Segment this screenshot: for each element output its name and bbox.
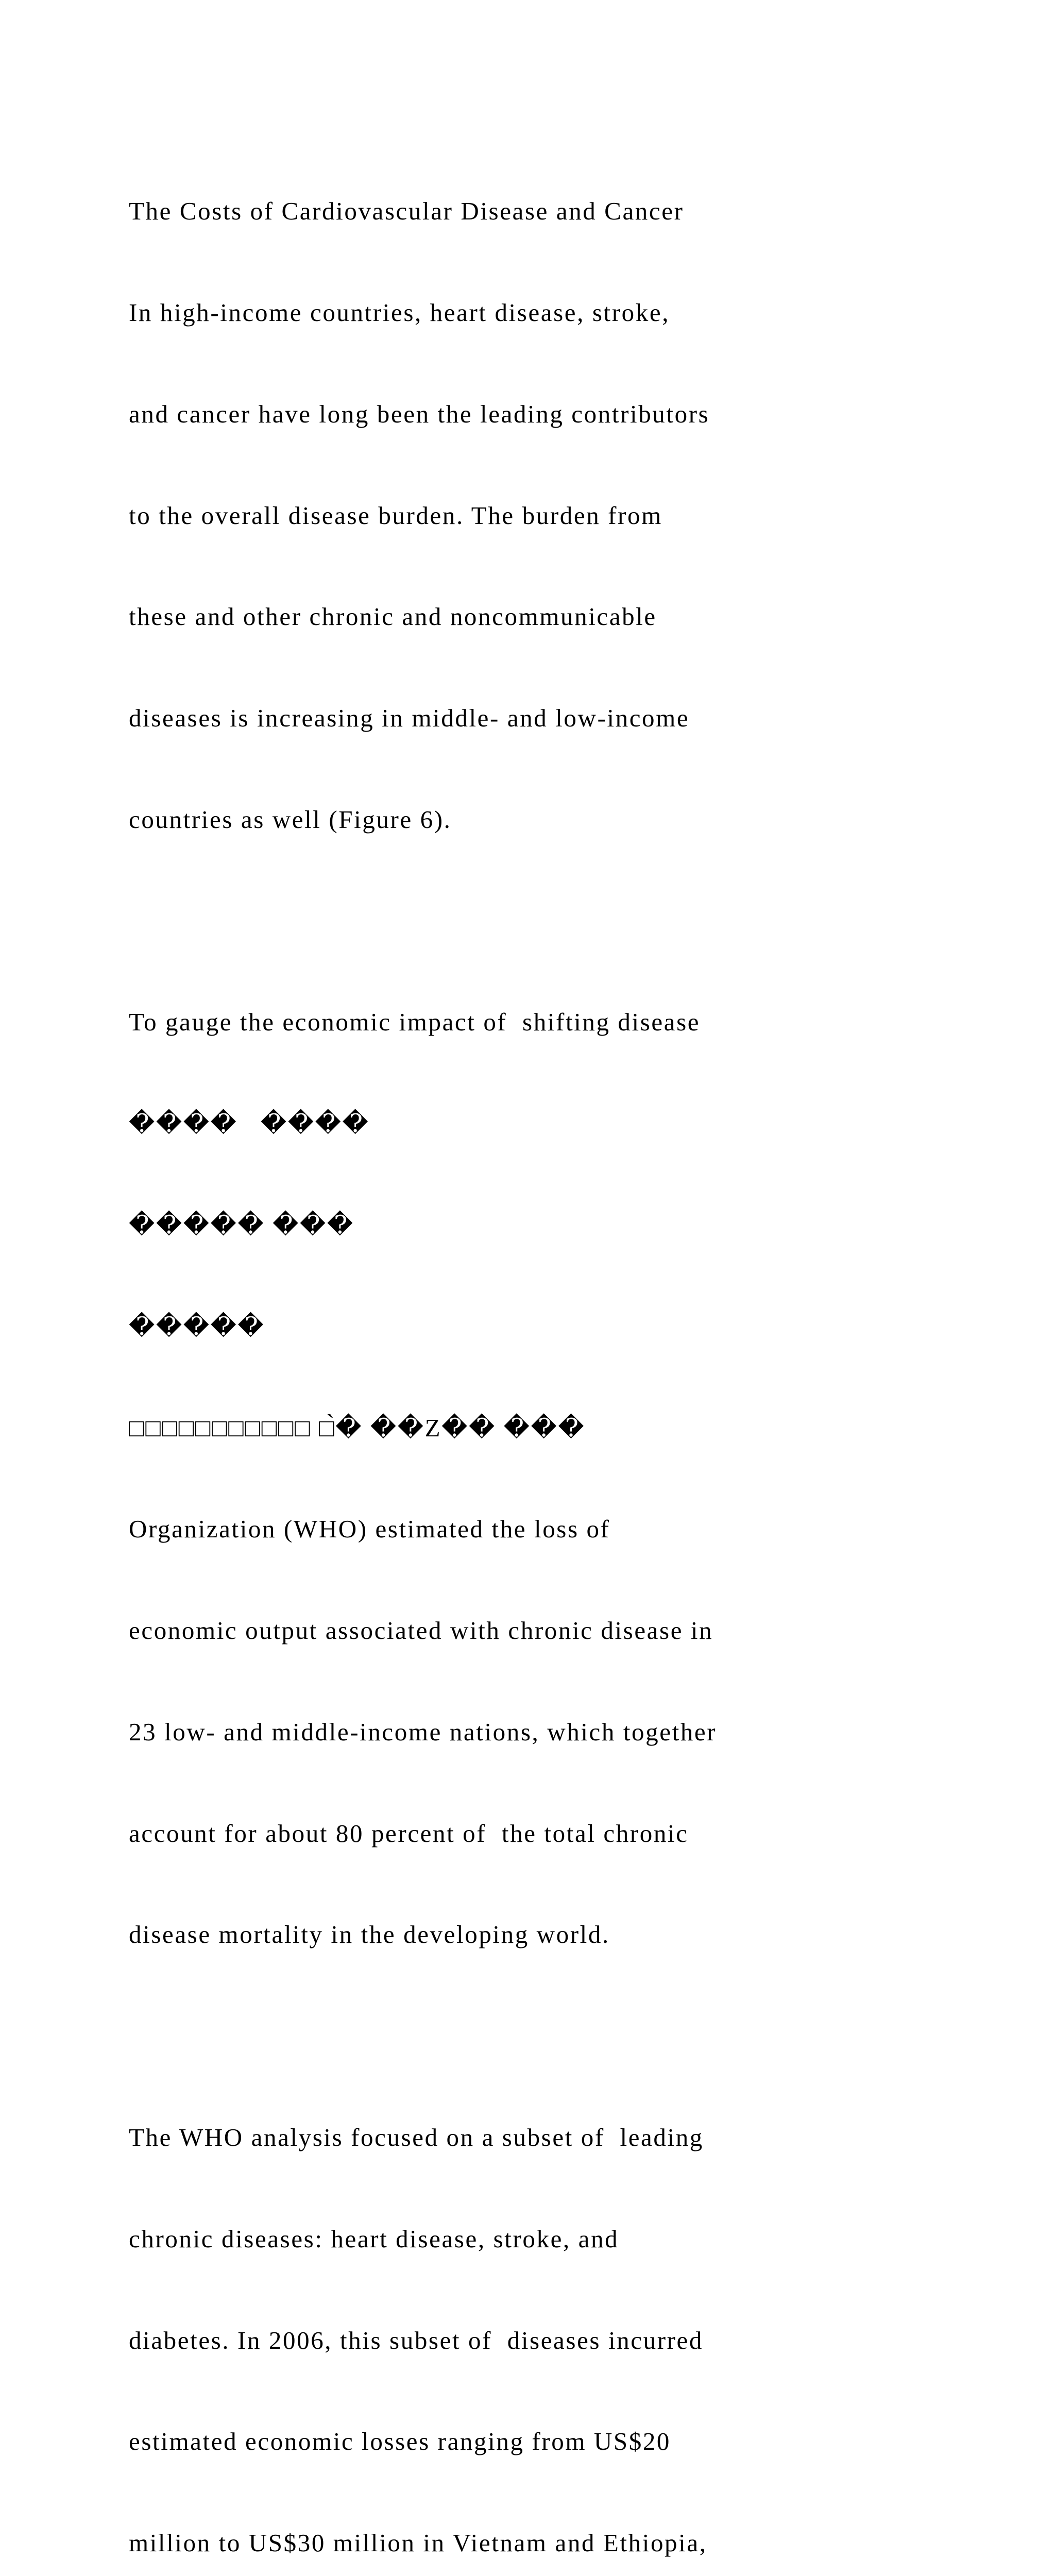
text-line: to the overall disease burden. The burden from xyxy=(129,501,662,530)
text-line: diabetes. In 2006, this subset of diseases incurred xyxy=(129,2326,703,2354)
garbled-text-line: ����� xyxy=(129,1312,265,1341)
text-line: The WHO analysis focused on a subset of leading xyxy=(129,2123,704,2152)
text-line: estimated economic losses ranging from US$20 xyxy=(129,2427,671,2456)
paragraph-who-estimate xyxy=(129,938,979,2019)
text-line: million to US$30 million in Vietnam and Ethiopia, xyxy=(129,2529,707,2557)
text-line: account for about 80 percent of the total chronic xyxy=(129,1819,689,1848)
paragraph-who-analysis xyxy=(129,2053,979,2576)
section-heading: The Costs of Cardiovascular Disease and Cancer xyxy=(129,197,684,226)
text-line: 23 low- and middle-income nations, which together xyxy=(129,1717,717,1746)
text-line: and cancer have long been the leading contributors xyxy=(129,399,710,428)
text-line: To gauge the economic impact of shifting disease xyxy=(129,1008,701,1037)
text-line: disease mortality in the developing world. xyxy=(129,1920,610,1949)
paragraph-cardiovascular-intro xyxy=(129,127,979,904)
garbled-text-line: □□□□□□□□□□□ □̀� ��Z�� ��� xyxy=(129,1413,586,1442)
garbled-text-line: ���� ���� xyxy=(129,1109,370,1138)
text-line: Organization (WHO) estimated the loss of xyxy=(129,1515,610,1544)
text-line: these and other chronic and noncommunicable xyxy=(129,602,657,631)
text-line: chronic diseases: heart disease, stroke, and xyxy=(129,2224,619,2253)
document-body xyxy=(129,127,979,2576)
text-line: diseases is increasing in middle- and low-income xyxy=(129,704,690,733)
text-line: economic output associated with chronic disease in xyxy=(129,1616,713,1645)
garbled-text-line: ����� ��� xyxy=(129,1211,354,1239)
text-line: countries as well (Figure 6). xyxy=(129,805,452,834)
text-line: In high-income countries, heart disease, stroke, xyxy=(129,298,670,327)
